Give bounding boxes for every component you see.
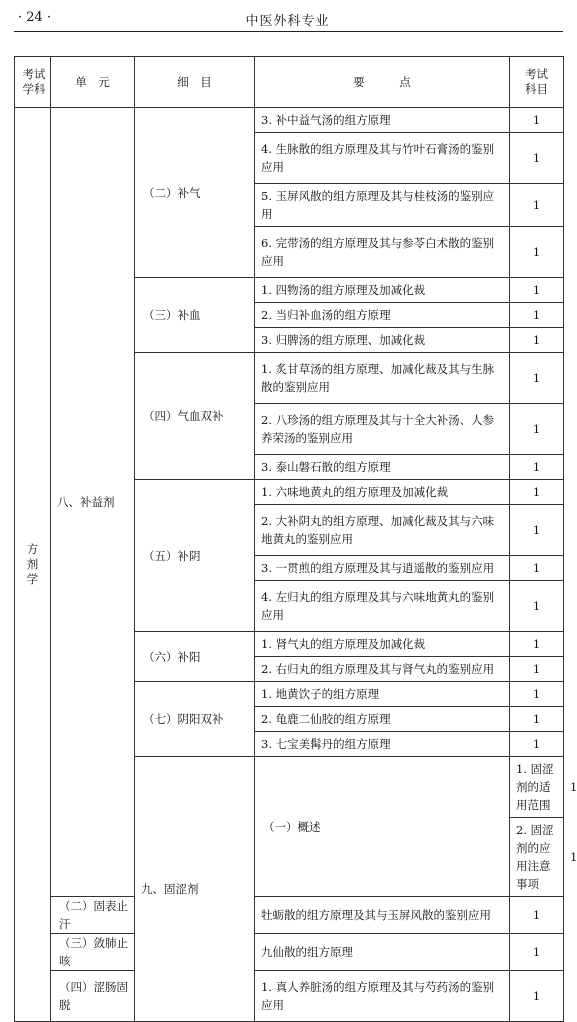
point-cell: 1. 肾气丸的组方原理及加减化裁 [255, 632, 510, 657]
point-cell: 6. 完带汤的组方原理及其与参苓白术散的鉴别应用 [255, 227, 510, 278]
detail-cell: （四）涩肠固脱 [51, 971, 135, 1022]
point-cell: 3. 补中益气汤的组方原理 [255, 108, 510, 133]
table-row [15, 934, 564, 971]
page-header [18, 6, 557, 28]
point-cell: 九仙散的组方原理 [255, 934, 510, 971]
point-cell: 1. 真人养脏汤的组方原理及其与芍药汤的鉴别应用 [255, 971, 510, 1022]
table-row [15, 897, 564, 934]
point-cell: 3. 归脾汤的组方原理、加减化裁 [255, 328, 510, 353]
point-cell: 牡蛎散的组方原理及其与玉屏风散的鉴别应用 [255, 897, 510, 934]
detail-cell: （六）补阳 [135, 632, 255, 682]
table-header-row [15, 57, 564, 108]
point-cell: 3. 七宝美髯丹的组方原理 [255, 732, 510, 757]
exam-cell: 1 [510, 227, 564, 278]
point-cell: 1. 四物汤的组方原理及加减化裁 [255, 278, 510, 303]
detail-cell: （五）补阴 [135, 480, 255, 632]
point-cell: 2. 右归丸的组方原理及其与肾气丸的鉴别应用 [255, 657, 510, 682]
exam-cell: 1 [510, 404, 564, 455]
table-row: 九、固涩剂 （一）概述 1. 固涩剂的适用范围 1 [15, 757, 564, 818]
header-exam: 考试科目 [510, 57, 564, 108]
exam-cell: 1 [510, 184, 564, 227]
point-cell: 1. 地黄饮子的组方原理 [255, 682, 510, 707]
detail-cell: （二）补气 [135, 108, 255, 278]
detail-cell: （一）概述 [255, 757, 510, 897]
header-subject: 考试学科 [15, 57, 51, 108]
point-cell: 1. 炙甘草汤的组方原理、加减化裁及其与生脉散的鉴别应用 [255, 353, 510, 404]
exam-cell: 1 [510, 455, 564, 480]
point-cell: 1. 固涩剂的适用范围 [510, 757, 564, 818]
exam-cell: 1 [510, 581, 564, 632]
exam-cell: 1 [510, 657, 564, 682]
exam-cell: 1 [510, 971, 564, 1022]
point-cell: 2. 八珍汤的组方原理及其与十全大补汤、人参养荣汤的鉴别应用 [255, 404, 510, 455]
point-cell: 5. 玉屏风散的组方原理及其与桂枝汤的鉴别应用 [255, 184, 510, 227]
exam-cell: 1 [510, 707, 564, 732]
page-number: · 24 · [18, 10, 52, 25]
subject-cell: 方剂学 [15, 108, 51, 1022]
exam-cell: 1 [510, 303, 564, 328]
exam-cell: 1 [510, 897, 564, 934]
detail-cell: （七）阴阳双补 [135, 682, 255, 757]
table-row [15, 108, 564, 133]
book-title: 中医外科专业 [245, 14, 330, 29]
exam-cell: 1 [510, 133, 564, 184]
detail-cell: （二）固表止汗 [51, 897, 135, 934]
detail-cell: （三）敛肺止咳 [51, 934, 135, 971]
point-cell: 3. 一贯煎的组方原理及其与逍遥散的鉴别应用 [255, 556, 510, 581]
unit-cell: 八、补益剂 [51, 108, 135, 897]
header-detail: 细 目 [135, 57, 255, 108]
table-row [15, 971, 564, 1022]
point-cell: 2. 龟鹿二仙胶的组方原理 [255, 707, 510, 732]
exam-cell: 1 [510, 934, 564, 971]
syllabus-table [14, 56, 577, 1022]
exam-cell: 1 [510, 556, 564, 581]
exam-cell: 1 [510, 108, 564, 133]
point-cell: 2. 当归补血汤的组方原理 [255, 303, 510, 328]
table-row: 2. 固涩剂的应用注意事项 1 [15, 818, 564, 897]
exam-cell: 1 [510, 278, 564, 303]
exam-cell: 1 [510, 682, 564, 707]
unit-cell: 九、固涩剂 [135, 757, 255, 1022]
exam-cell: 1 [510, 505, 564, 556]
exam-cell: 1 [510, 480, 564, 505]
point-cell: 4. 生脉散的组方原理及其与竹叶石膏汤的鉴别应用 [255, 133, 510, 184]
exam-cell: 1 [510, 328, 564, 353]
point-cell: 2. 大补阴丸的组方原理、加减化裁及其与六味地黄丸的鉴别应用 [255, 505, 510, 556]
header-points: 要 点 [255, 57, 510, 108]
point-cell: 3. 泰山磐石散的组方原理 [255, 455, 510, 480]
detail-cell: （三）补血 [135, 278, 255, 353]
exam-cell: 1 [510, 632, 564, 657]
exam-cell: 1 [510, 353, 564, 404]
exam-cell: 1 [510, 732, 564, 757]
point-cell: 1. 六味地黄丸的组方原理及加减化裁 [255, 480, 510, 505]
point-cell: 2. 固涩剂的应用注意事项 [510, 818, 564, 897]
detail-cell: （四）气血双补 [135, 353, 255, 480]
point-cell: 4. 左归丸的组方原理及其与六味地黄丸的鉴别应用 [255, 581, 510, 632]
header-unit: 单 元 [51, 57, 135, 108]
header-rule [14, 31, 563, 32]
